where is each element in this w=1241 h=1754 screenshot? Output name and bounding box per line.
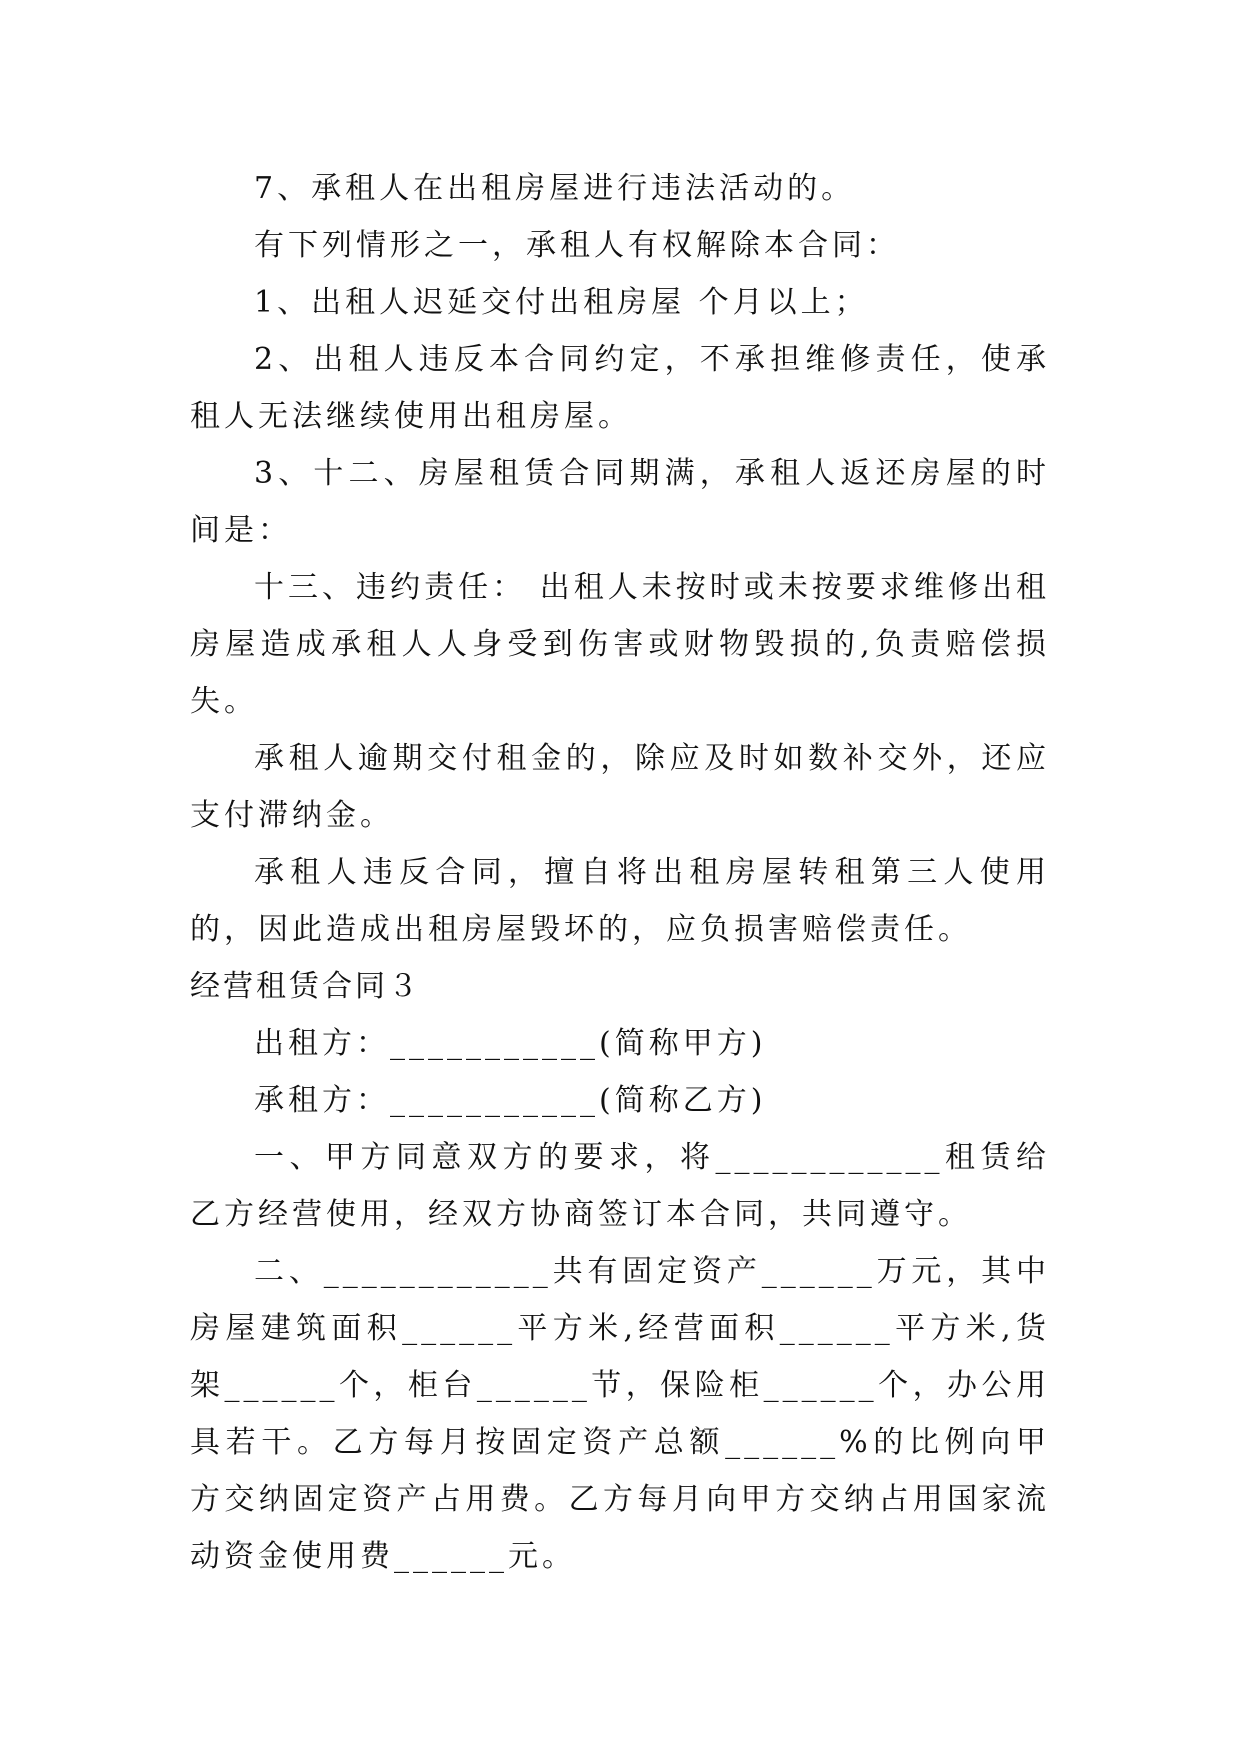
paragraph: 3、十二、房屋租赁合同期满，承租人返还房屋的时间是： <box>190 456 1050 548</box>
paragraph: 一、甲方同意双方的要求，将____________租赁给乙方经营使用，经双方协商签订本合同，共同遵守。 <box>190 1140 1050 1232</box>
paragraph: 承租人违反合同，擅自将出租房屋转租第三人使用的，因此造成出租房屋毁坏的，应负损害赔偿责任。 <box>190 855 1050 947</box>
document-page <box>190 160 1050 1585</box>
paragraph: 承租人逾期交付租金的，除应及时如数补交外，还应支付滞纳金。 <box>190 741 1050 833</box>
paragraph: 承租方：___________(简称乙方) <box>254 1083 767 1118</box>
paragraph: 二、____________共有固定资产______万元，其中房屋建筑面积______平方米,经营面积______平方米,货架______个，柜台______节，保险柜______个，办公用具若干。乙方每月按固定资产总额______%的比例向甲方交纳固定资产占用费。乙方每月向甲方交纳占用国家流动资金使用费______元。 <box>190 1254 1050 1574</box>
paragraph: 1、出租人迟延交付出租房屋 个月以上； <box>254 285 869 320</box>
paragraph: 2、出租人违反本合同约定，不承担维修责任，使承租人无法继续使用出租房屋。 <box>190 342 1050 434</box>
section-title: 经营租赁合同３ <box>190 969 421 1004</box>
paragraph: 7、承租人在出租房屋进行违法活动的。 <box>254 171 856 206</box>
paragraph: 出租方：___________(简称甲方) <box>254 1026 767 1061</box>
paragraph: 有下列情形之一，承租人有权解除本合同： <box>254 228 900 263</box>
paragraph: 十三、违约责任： 出租人未按时或未按要求维修出租房屋造成承租人人身受到伤害或财物毁损的,负责赔偿损失。 <box>190 570 1050 719</box>
